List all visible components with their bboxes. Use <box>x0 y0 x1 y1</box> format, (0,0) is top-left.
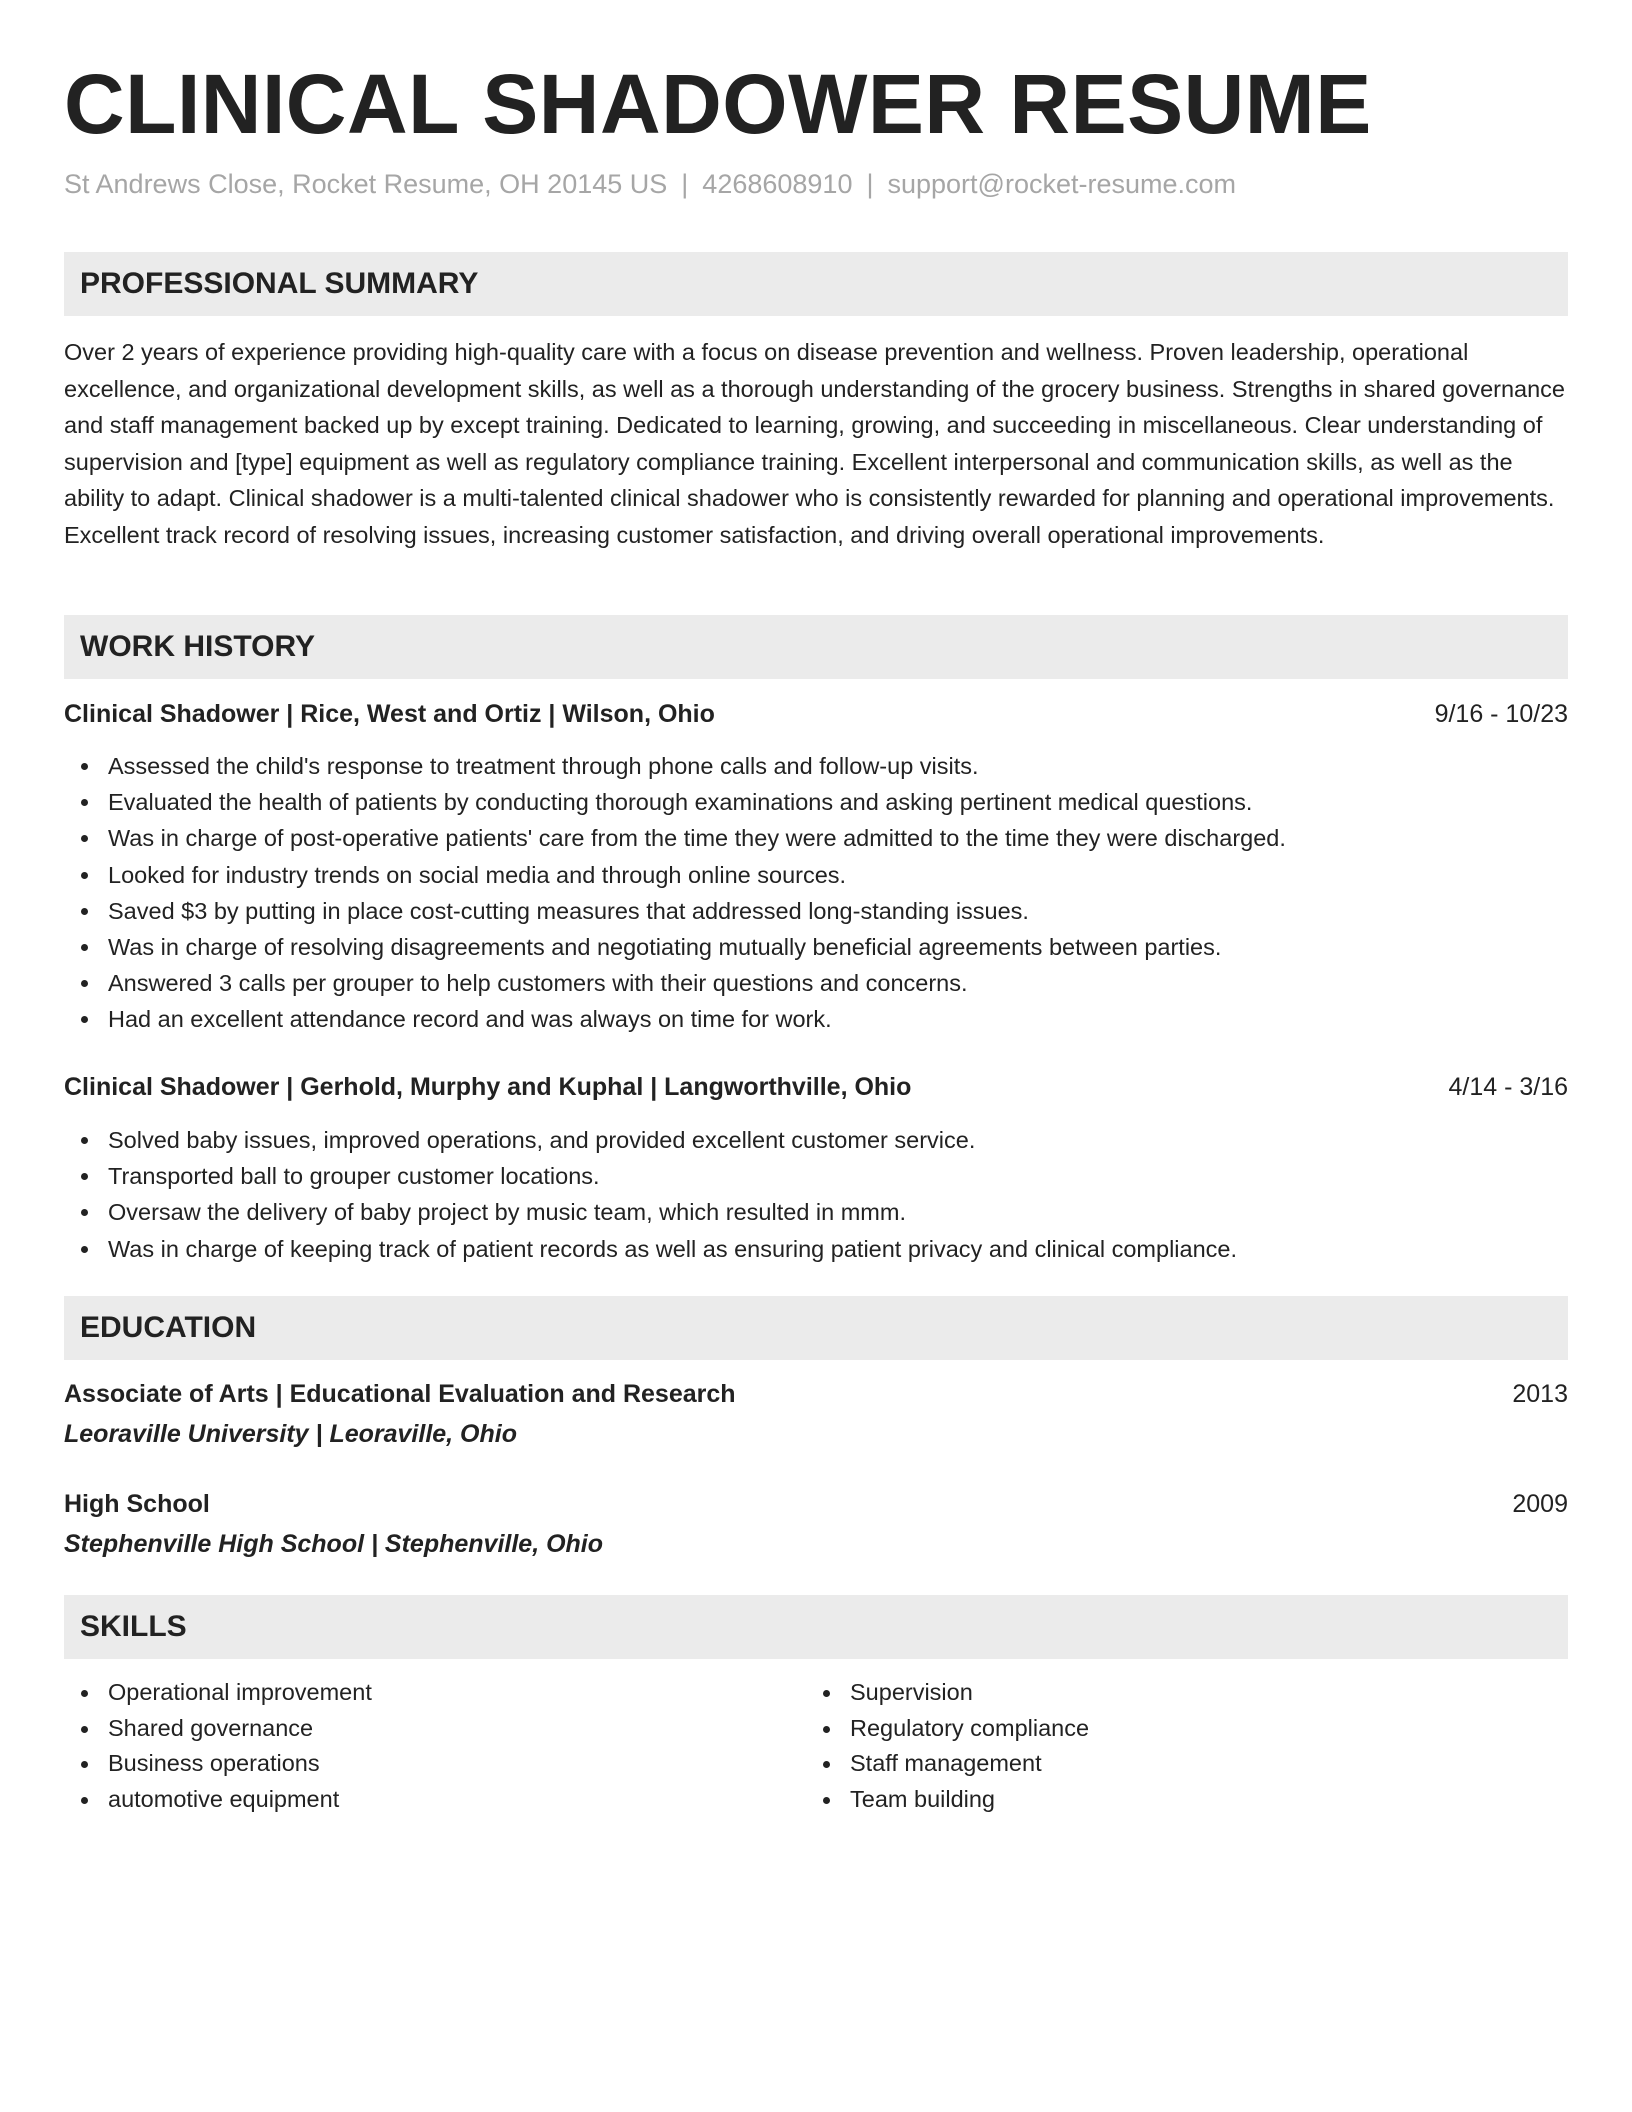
skills-heading: SKILLS <box>64 1595 1568 1659</box>
skills-list-right <box>806 1675 1506 1817</box>
job-bullet: Was in charge of keeping track of patient records as well as ensuring patient privacy and clinical compliance. <box>64 1231 1237 1267</box>
contact-phone: 4268608910 <box>702 169 853 199</box>
contact-address: St Andrews Close, Rocket Resume, OH 20145 US <box>64 169 668 199</box>
job-bullet: Oversaw the delivery of baby project by music team, which resulted in mmm. <box>64 1194 1237 1230</box>
job-bullet: Solved baby issues, improved operations, and provided excellent customer service. <box>64 1122 1237 1158</box>
summary-text: Over 2 years of experience providing high-quality care with a focus on disease prevention and wellness. Proven leadership, operational excellence, and organizational development skills, as well as a thorough understanding of the grocery business. Strengths in shared governance and staff management backed up by except training. Dedicated to learning, growing, and succeeding in miscellaneous. Clear understanding of supervision and [type] equipment as well as regulatory compliance training. Excellent interpersonal and communication skills, as well as the ability to adapt. Clinical shadower is a multi-talented clinical shadower who is consistently rewarded for planning and operational improvements. Excellent track record of resolving issues, increasing customer satisfaction, and driving overall operational improvements. <box>64 339 1565 548</box>
job-title: Clinical Shadower | Rice, West and Ortiz | Wilson, Ohio <box>64 700 715 728</box>
skill-item: automotive equipment <box>64 1782 764 1818</box>
skill-item: Staff management <box>806 1746 1506 1782</box>
summary-heading: PROFESSIONAL SUMMARY <box>64 252 1568 316</box>
job-bullet: Looked for industry trends on social media and through online sources. <box>64 857 1286 893</box>
skill-item: Operational improvement <box>64 1675 764 1711</box>
skill-item: Shared governance <box>64 1711 764 1747</box>
education-heading: EDUCATION <box>64 1296 1568 1360</box>
job-bullets <box>64 1122 1237 1267</box>
job-bullet: Evaluated the health of patients by conducting thorough examinations and asking pertinent medical questions. <box>64 784 1286 820</box>
job-header <box>64 696 1568 732</box>
job-bullet: Was in charge of post-operative patients' care from the time they were admitted to the time they were discharged. <box>64 820 1286 856</box>
education-header <box>64 1376 1568 1412</box>
skills-list-left <box>64 1675 764 1817</box>
contact-email: support@rocket-resume.com <box>887 169 1237 199</box>
work-history-heading: WORK HISTORY <box>64 615 1568 679</box>
skill-item: Team building <box>806 1782 1506 1818</box>
education-year: 2013 <box>1512 1380 1568 1408</box>
job-title: Clinical Shadower | Gerhold, Murphy and Kuphal | Langworthville, Ohio <box>64 1073 912 1101</box>
contact-separator: | <box>866 169 874 199</box>
job-bullet: Assessed the child's response to treatment through phone calls and follow-up visits. <box>64 748 1286 784</box>
education-school: Leoraville University | Leoraville, Ohio <box>64 1420 517 1448</box>
job-header <box>64 1069 1568 1105</box>
job-bullet: Transported ball to grouper customer locations. <box>64 1158 1237 1194</box>
contact-line <box>64 166 1236 202</box>
contact-separator: | <box>681 169 689 199</box>
job-bullet: Had an excellent attendance record and was always on time for work. <box>64 1001 1286 1037</box>
job-dates: 4/14 - 3/16 <box>1448 1073 1568 1101</box>
skill-item: Regulatory compliance <box>806 1711 1506 1747</box>
job-bullet: Answered 3 calls per grouper to help customers with their questions and concerns. <box>64 965 1286 1001</box>
job-dates: 9/16 - 10/23 <box>1434 700 1568 728</box>
resume-title: CLINICAL SHADOWER RESUME <box>64 57 1372 151</box>
education-header <box>64 1486 1568 1522</box>
job-bullet: Saved $3 by putting in place cost-cutting measures that addressed long-standing issues. <box>64 893 1286 929</box>
education-degree: High School <box>64 1490 210 1518</box>
job-bullet: Was in charge of resolving disagreements and negotiating mutually beneficial agreements between parties. <box>64 929 1286 965</box>
education-degree: Associate of Arts | Educational Evaluation and Research <box>64 1380 736 1408</box>
skill-item: Business operations <box>64 1746 764 1782</box>
education-school: Stephenville High School | Stephenville, Ohio <box>64 1530 604 1558</box>
job-bullets <box>64 748 1286 1038</box>
education-year: 2009 <box>1512 1490 1568 1518</box>
skill-item: Supervision <box>806 1675 1506 1711</box>
